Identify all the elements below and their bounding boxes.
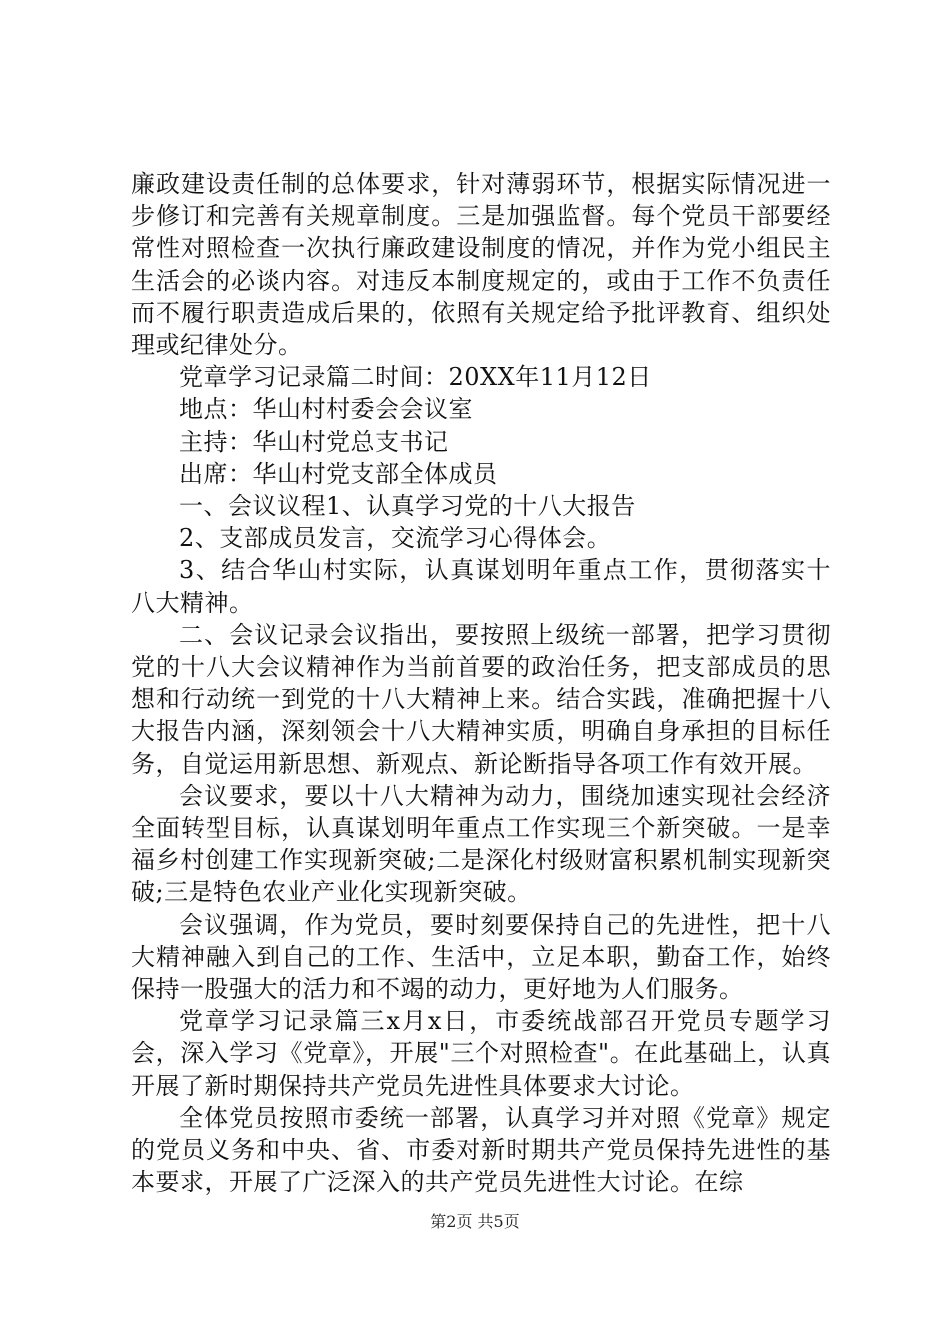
paragraph-13: 全体党员按照市委统一部署，认真学习并对照《党章》规定的党员义务和中央、省、市委对新时期共产党员保持先进性的基本要求，开展了广泛深入的共产党员先进性大讨论。在综 [131,1103,831,1197]
paragraph-10: 会议要求，要以十八大精神为动力，围绕加速实现社会经济全面转型目标，认真谋划明年重点工作实现三个新突破。一是幸福乡村创建工作实现新突破;二是深化村级财富积累机制实现新突破;三是特色农业产业化实现新突破。 [131,781,831,907]
paragraph-6: 一、会议议程1、认真学习党的十八大报告 [179,492,636,521]
paragraph-8: 3、结合华山村实际，认真谋划明年重点工作，贯彻落实十八大精神。 [131,556,831,617]
paragraph-1: 廉政建设责任制的总体要求，针对薄弱环节，根据实际情况进一步修订和完善有关规章制度。三是加强监督。每个党员干部要经常性对照检查一次执行廉政建设制度的情况，并作为党小组民主生活会的必谈内容。对违反本制度规定的，或由于工作不负责任而不履行职责造成后果的，依照有关规定给予批评教育、组织处理或纪律处分。 [131,170,831,360]
paragraph-5: 出席：华山村党支部全体成员 [179,459,498,488]
paragraph-9: 二、会议记录会议指出，要按照上级统一部署，把学习贯彻党的十八大会议精神作为当前首要的政治任务，把支部成员的思想和行动统一到党的十八大精神上来。结合实践，准确把握十八大报告内涵，深刻领会十八大精神实质，明确自身承担的目标任务，自觉运用新思想、新观点、新论断指导各项工作有效开展。 [131,620,831,778]
paragraph-3: 地点：华山村村委会会议室 [179,395,473,424]
paragraph-11: 会议强调，作为党员，要时刻要保持自己的先进性，把十八大精神融入到自己的工作、生活中，立足本职，勤奋工作，始终保持一股强大的活力和不竭的动力，更好地为人们服务。 [131,910,831,1004]
document-body [131,168,831,1199]
page-number-footer: 第2页 共5页 [430,1212,520,1231]
paragraph-2: 党章学习记录篇二时间：20XX年11月12日 [179,363,652,392]
paragraph-7: 2、支部成员发言，交流学习心得体会。 [179,524,612,553]
paragraph-4: 主持：华山村党总支书记 [179,427,449,456]
paragraph-12: 党章学习记录篇三x月x日，市委统战部召开党员专题学习会，深入学习《党章》，开展"三个对照检查"。在此基础上，认真开展了新时期保持共产党员先进性具体要求大讨论。 [131,1007,831,1100]
